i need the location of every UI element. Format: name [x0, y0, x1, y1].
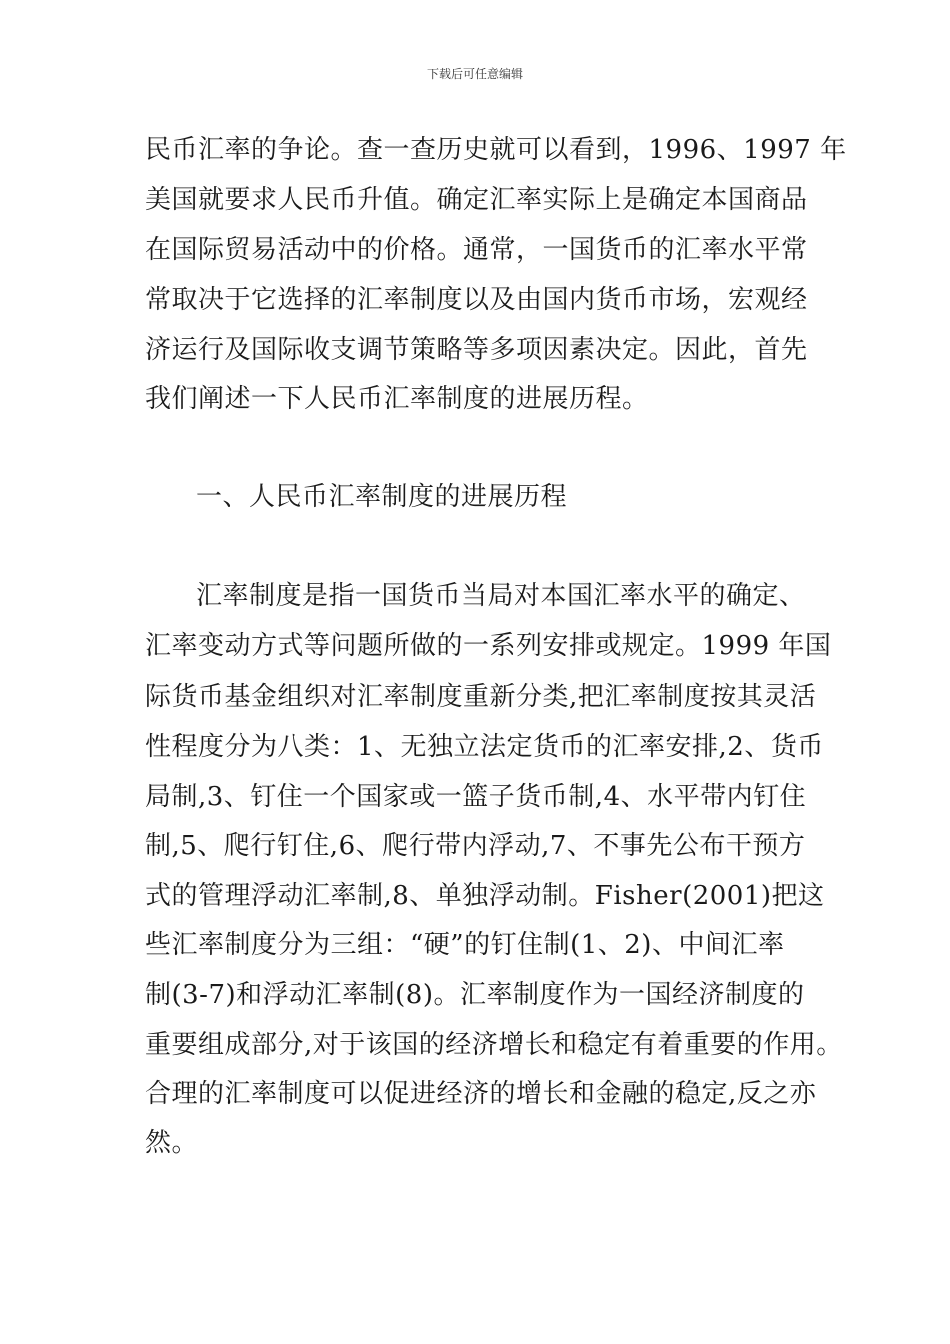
text-line: 我们阐述一下人民币汇率制度的进展历程。 — [145, 384, 649, 414]
text-line: 局制,3、钉住一个国家或一篮子货币制,4、水平带内钉住 — [145, 782, 807, 812]
text-line: 汇率变动方式等问题所做的一系列安排或规定。1999 年国 — [145, 631, 832, 661]
text-line: 汇率制度是指一国货币当局对本国汇率水平的确定、 — [196, 581, 806, 611]
section-heading: 一、人民币汇率制度的进展历程 — [196, 482, 568, 512]
text-line: 在国际贸易活动中的价格。通常，一国货币的汇率水平常 — [145, 235, 808, 265]
text-line: 际货币基金组织对汇率制度重新分类,把汇率制度按其灵活 — [145, 682, 817, 712]
text-line: 民币汇率的争论。查一查历史就可以看到，1996、1997 年 — [145, 135, 847, 165]
text-line: 制(3-7)和浮动汇率制(8)。汇率制度作为一国经济制度的 — [145, 980, 805, 1010]
text-line: 制,5、爬行钉住,6、爬行带内浮动,7、不事先公布干预方 — [145, 831, 806, 861]
text-line: 常取决于它选择的汇率制度以及由国内货币市场，宏观经 — [145, 285, 808, 315]
text-line: 然。 — [145, 1128, 199, 1158]
text-line: 式的管理浮动汇率制,8、单独浮动制。Fisher(2001)把这 — [145, 881, 825, 911]
text-line: 重要组成部分,对于该国的经济增长和稳定有着重要的作用。 — [145, 1030, 843, 1060]
text-line: 些汇率制度分为三组：“硬”的钉住制(1、2)、中间汇率 — [145, 930, 785, 960]
text-line: 性程度分为八类：1、无独立法定货币的汇率安排,2、货币 — [145, 732, 824, 762]
text-line: 济运行及国际收支调节策略等多项因素决定。因此，首先 — [145, 335, 808, 365]
download-note: 下载后可任意编辑 — [426, 67, 523, 81]
text-line: 合理的汇率制度可以促进经济的增长和金融的稳定,反之亦 — [145, 1079, 817, 1109]
text-line: 美国就要求人民币升值。确定汇率实际上是确定本国商品 — [145, 185, 808, 215]
